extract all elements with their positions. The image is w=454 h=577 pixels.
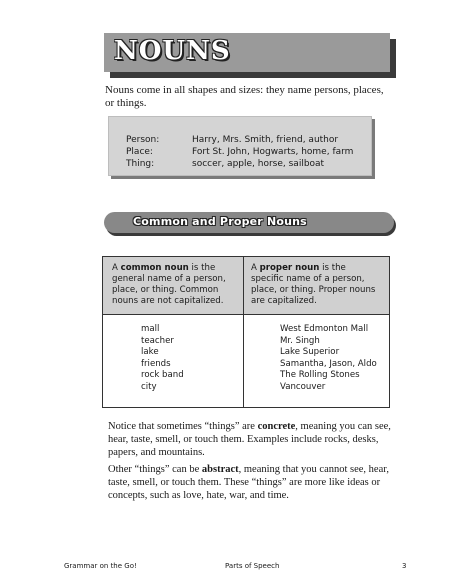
list-item: West Edmonton Mall (280, 324, 369, 334)
title-banner (104, 33, 390, 72)
abstract-paragraph (108, 463, 394, 502)
common-noun-definition (112, 263, 238, 307)
example-label: Person: (126, 135, 160, 145)
example-label: Place: (126, 147, 153, 157)
definition-text: A (251, 263, 260, 273)
list-item: teacher (141, 335, 174, 346)
table-column-divider (243, 257, 244, 407)
footer-page-number: 3 (402, 562, 407, 570)
section-heading-bar (104, 212, 394, 233)
definition-term: common noun (120, 263, 189, 273)
list-item: The Rolling Stones (280, 370, 360, 380)
paragraph-text: , meaning you can see, hear, taste, smell, or touch them. Examples include rocks, desks, papers, and mountains. (108, 421, 391, 458)
page-title: NOUNS (114, 36, 231, 66)
example-label: Thing: (126, 159, 155, 169)
paragraph-text: Other “things” can be (108, 464, 202, 475)
definition-term: proper noun (259, 263, 320, 273)
definition-text: is the specific name of a person, place, or thing. Proper nouns are capitalized. (251, 263, 376, 306)
list-item: Vancouver (280, 381, 326, 392)
example-value: soccer, apple, horse, sailboat (192, 159, 325, 169)
paragraph-term: concrete (257, 421, 296, 432)
definition-text: A (112, 263, 121, 273)
common-noun-list (141, 324, 184, 393)
proper-noun-list (280, 324, 377, 393)
list-item: rock band (141, 370, 184, 380)
definition-text: is the general name of a person, place, or thing. Common nouns are not capitalized. (112, 263, 226, 306)
list-item: city (141, 381, 157, 392)
example-value: Harry, Mrs. Smith, friend, author (192, 135, 339, 145)
intro-text: Nouns come in all shapes and sizes: they name persons, places, or things. (105, 84, 384, 109)
list-item: lake (141, 347, 159, 357)
proper-noun-definition (251, 263, 377, 307)
section-heading: Common and Proper Nouns (133, 215, 307, 228)
nouns-comparison-table (102, 256, 390, 408)
list-item: friends (141, 358, 171, 369)
paragraph-text: , meaning that you cannot see, hear, taste, smell, or touch them. These “things” are more like ideas or concepts, such as love, hate, war, and time. (108, 464, 389, 501)
paragraph-text: Notice that sometimes “things” are (108, 421, 258, 432)
example-value: Fort St. John, Hogwarts, home, farm (192, 147, 354, 157)
footer-book-title: Grammar on the Go! (64, 562, 137, 570)
list-item: Mr. Singh (280, 335, 320, 346)
list-item: Lake Superior (280, 347, 340, 357)
examples-box (108, 116, 372, 176)
list-item: mall (141, 324, 160, 334)
paragraph-term: abstract (201, 464, 239, 475)
footer-section: Parts of Speech (225, 562, 280, 570)
list-item: Samantha, Jason, Aldo (280, 358, 377, 369)
concrete-paragraph (108, 420, 394, 459)
